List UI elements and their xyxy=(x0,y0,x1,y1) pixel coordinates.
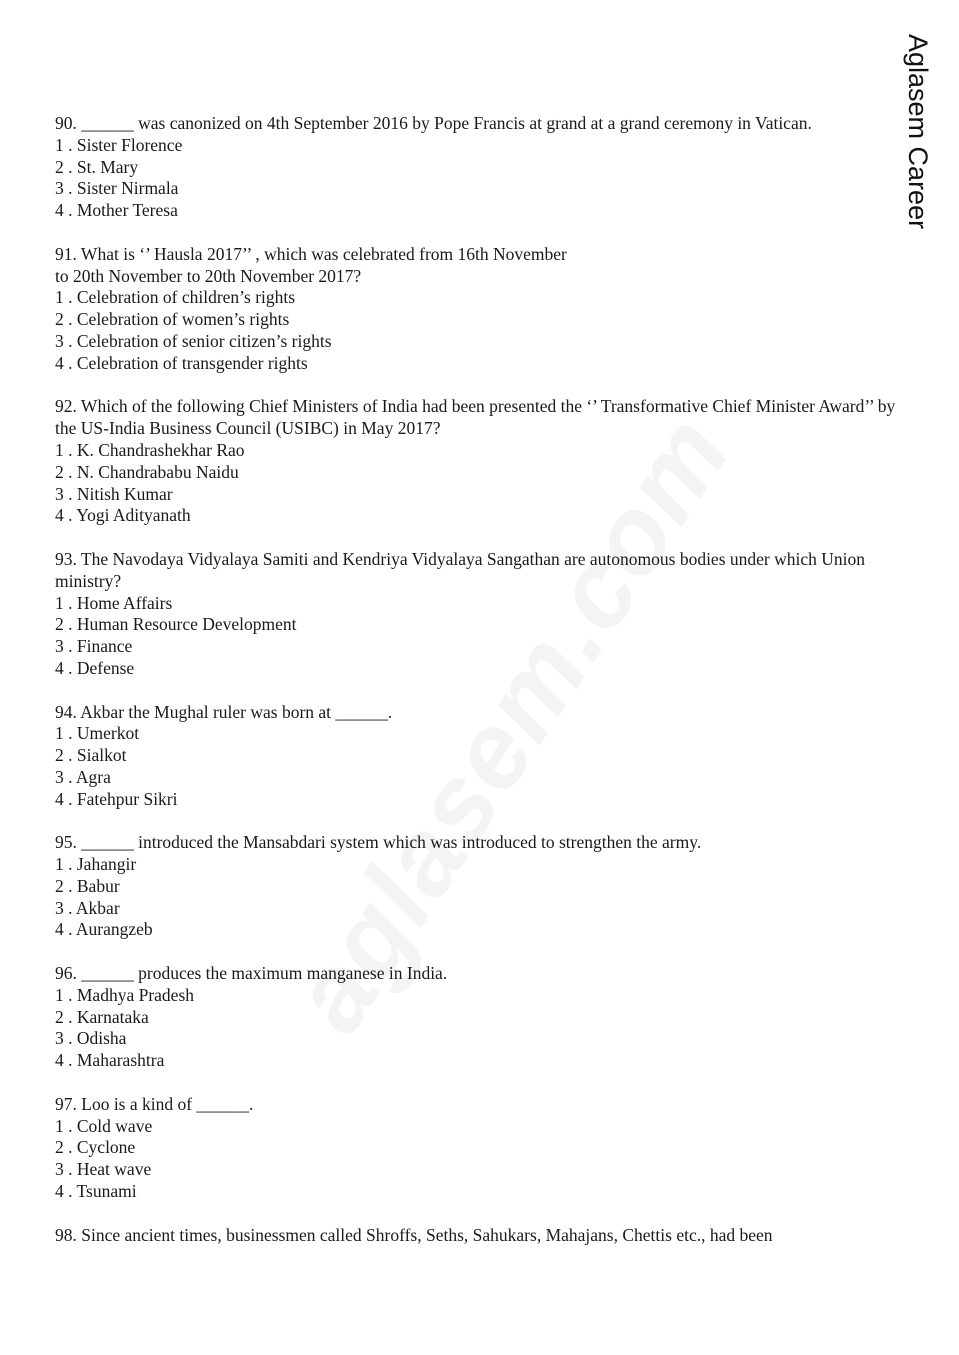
option-1: 1 . Sister Florence xyxy=(55,134,183,155)
option-2: 2 . Human Resource Development xyxy=(55,614,297,635)
option-2: 2 . Sialkot xyxy=(55,745,127,766)
question-96 xyxy=(55,963,903,1072)
option-2: 2 . N. Chandrababu Naidu xyxy=(55,461,239,482)
option-3: 3 . Sister Nirmala xyxy=(55,178,179,199)
option-1: 1 . Celebration of children’s rights xyxy=(55,287,296,308)
option-2: 2 . Babur xyxy=(55,875,120,896)
option-1: 1 . Home Affairs xyxy=(55,592,173,613)
option-3: 3 . Nitish Kumar xyxy=(55,483,173,504)
option-4: 4 . Maharashtra xyxy=(55,1050,165,1071)
option-3: 3 . Finance xyxy=(55,636,133,657)
option-3: 3 . Akbar xyxy=(55,897,120,918)
question-91 xyxy=(55,244,903,375)
question-list xyxy=(55,113,903,1268)
option-3: 3 . Odisha xyxy=(55,1028,127,1049)
brand-label: Aglasem Career xyxy=(903,34,933,230)
question-text-continued: to 20th November to 20th November 2017? xyxy=(55,265,362,286)
option-1: 1 . K. Chandrashekhar Rao xyxy=(55,439,245,460)
option-2: 2 . Celebration of women’s rights xyxy=(55,309,290,330)
question-text: 90. ______ was canonized on 4th September 2016 by Pope Francis at grand at a grand ceremony in Vatican. xyxy=(55,113,812,133)
option-1: 1 . Cold wave xyxy=(55,1115,153,1136)
question-text: 91. What is ‘’ Hausla 2017’’ , which was celebrated from 16th November xyxy=(55,243,567,264)
option-4: 4 . Fatehpur Sikri xyxy=(55,788,178,809)
option-2: 2 . Karnataka xyxy=(55,1006,149,1027)
option-4: 4 . Aurangzeb xyxy=(55,919,153,940)
question-92 xyxy=(55,396,903,527)
question-text: 94. Akbar the Mughal ruler was born at ______. xyxy=(55,701,393,722)
option-3: 3 . Agra xyxy=(55,766,111,787)
question-93 xyxy=(55,549,903,680)
option-4: 4 . Yogi Adityanath xyxy=(55,505,191,526)
option-4: 4 . Celebration of transgender rights xyxy=(55,352,308,373)
question-text: 93. The Navodaya Vidyalaya Samiti and Kendriya Vidyalaya Sangathan are autonomous bodies under which Union ministry? xyxy=(55,548,865,591)
option-1: 1 . Umerkot xyxy=(55,723,140,744)
option-3: 3 . Celebration of senior citizen’s rights xyxy=(55,330,332,351)
question-94 xyxy=(55,702,903,811)
question-text: 95. ______ introduced the Mansabdari system which was introduced to strengthen the army. xyxy=(55,832,702,853)
question-98 xyxy=(55,1225,903,1247)
question-95 xyxy=(55,832,903,941)
option-1: 1 . Jahangir xyxy=(55,854,137,875)
option-1: 1 . Madhya Pradesh xyxy=(55,984,195,1005)
question-text: 92. Which of the following Chief Ministers of India had been presented the ‘’ Transformative Chief Minister Award’’ by the US-India Business Council (USIBC) in May 2017? xyxy=(55,396,896,439)
question-text: 98. Since ancient times, businessmen called Shroffs, Seths, Sahukars, Mahajans, Chettis etc., had been xyxy=(55,1224,773,1245)
question-90 xyxy=(55,113,903,222)
option-2: 2 . Cyclone xyxy=(55,1137,136,1158)
option-4: 4 . Mother Teresa xyxy=(55,200,178,221)
question-97 xyxy=(55,1094,903,1203)
question-text: 96. ______ produces the maximum manganese in India. xyxy=(55,963,448,984)
option-4: 4 . Tsunami xyxy=(55,1181,137,1202)
question-text: 97. Loo is a kind of ______. xyxy=(55,1093,254,1114)
option-2: 2 . St. Mary xyxy=(55,156,139,177)
option-3: 3 . Heat wave xyxy=(55,1159,152,1180)
option-4: 4 . Defense xyxy=(55,657,135,678)
